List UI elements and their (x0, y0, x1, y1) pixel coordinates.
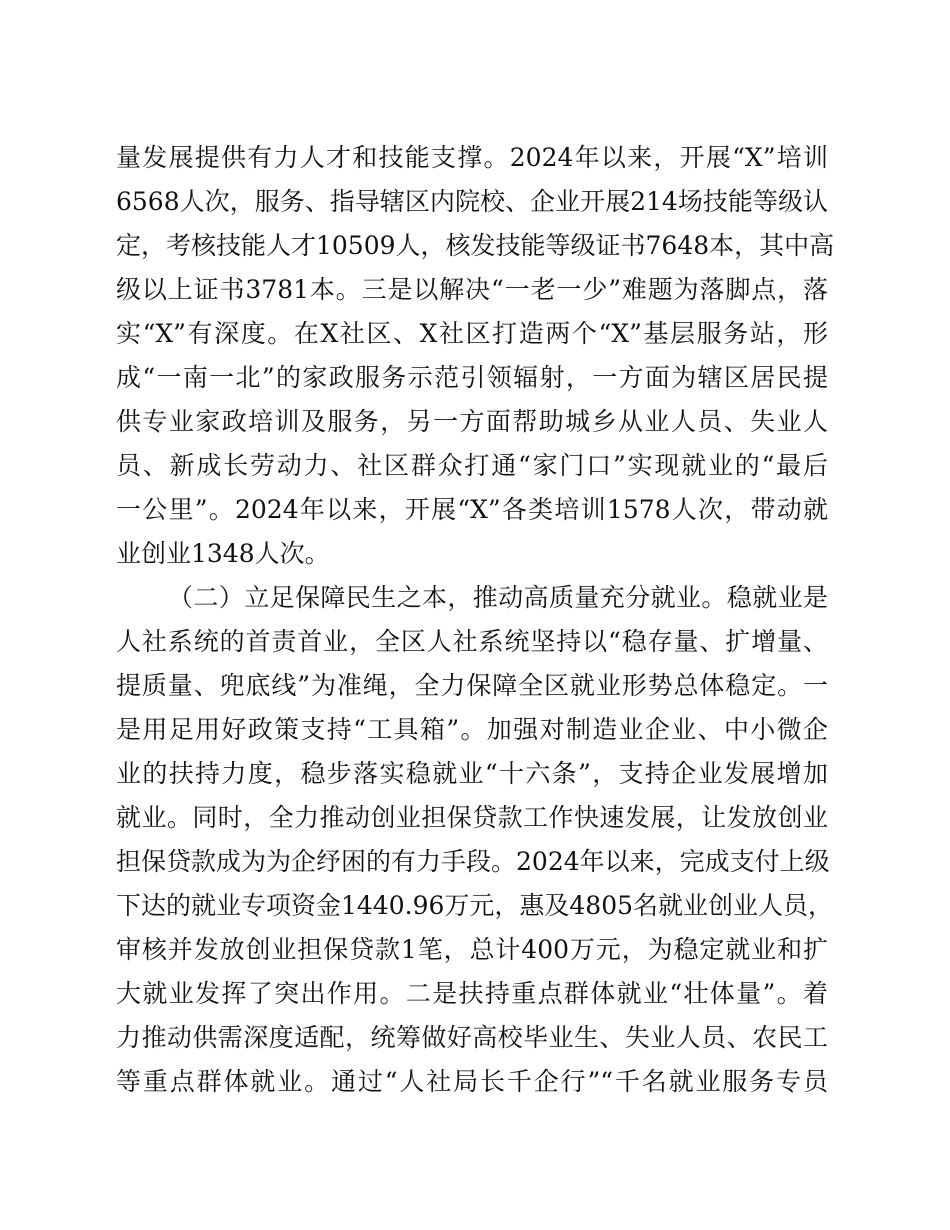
text-line: 大就业发挥了突出作用。二是扶持重点群体就业“壮体量”。着 (116, 979, 828, 1008)
text-line: 供专业家政培训及服务，另一方面帮助城乡从业人员、失业人 (116, 407, 828, 436)
text-line: 担保贷款成为为企纾困的有力手段。2024年以来，完成支付上级 (116, 847, 830, 876)
text-line: 员、新成长劳动力、社区群众打通“家门口”实现就业的“最后 (116, 451, 828, 480)
text-line: 等重点群体就业。通过“人社局长千企行”“千名就业服务专员 (116, 1067, 828, 1096)
text-line: 定，考核技能人才10509人，核发技能等级证书7648本，其中高 (116, 231, 835, 260)
text-line: 审核并发放创业担保贷款1笔，总计400万元，为稳定就业和扩 (116, 935, 828, 964)
text-line: 量发展提供有力人才和技能支撑。2024年以来，开展“X”培训 (116, 143, 828, 172)
text-line: 6568人次，服务、指导辖区内院校、企业开展214场技能等级认 (116, 187, 828, 216)
text-line: 是用足用好政策支持“工具箱”。加强对制造业企业、中小微企 (116, 715, 828, 744)
text-line: 下达的就业专项资金1440.96万元，惠及4805名就业创业人员， (116, 891, 834, 920)
text-line: 就业。同时，全力推动创业担保贷款工作快速发展，让发放创业 (116, 803, 828, 832)
text-line: 业创业1348人次。 (116, 539, 330, 568)
text-line: 一公里”。2024年以来，开展“X”各类培训1578人次，带动就 (116, 495, 828, 524)
section-heading-line: （二）立足保障民生之本，推动高质量充分就业。稳就业是 (168, 583, 828, 612)
text-line: 级以上证书3781本。三是以解决“一老一少”难题为落脚点，落 (116, 275, 828, 304)
text-line: 成“一南一北”的家政服务示范引领辐射，一方面为辖区居民提 (116, 363, 828, 392)
text-line: 人社系统的首责首业，全区人社系统坚持以“稳存量、扩增量、 (116, 627, 828, 656)
text-line: 力推动供需深度适配，统筹做好高校毕业生、失业人员、农民工 (116, 1023, 828, 1052)
text-line: 提质量、兜底线”为准绳，全力保障全区就业形势总体稳定。一 (116, 671, 828, 700)
text-line: 业的扶持力度，稳步落实稳就业“十六条”，支持企业发展增加 (116, 759, 828, 788)
text-line: 实“X”有深度。在X社区、X社区打造两个“X”基层服务站，形 (116, 319, 828, 348)
